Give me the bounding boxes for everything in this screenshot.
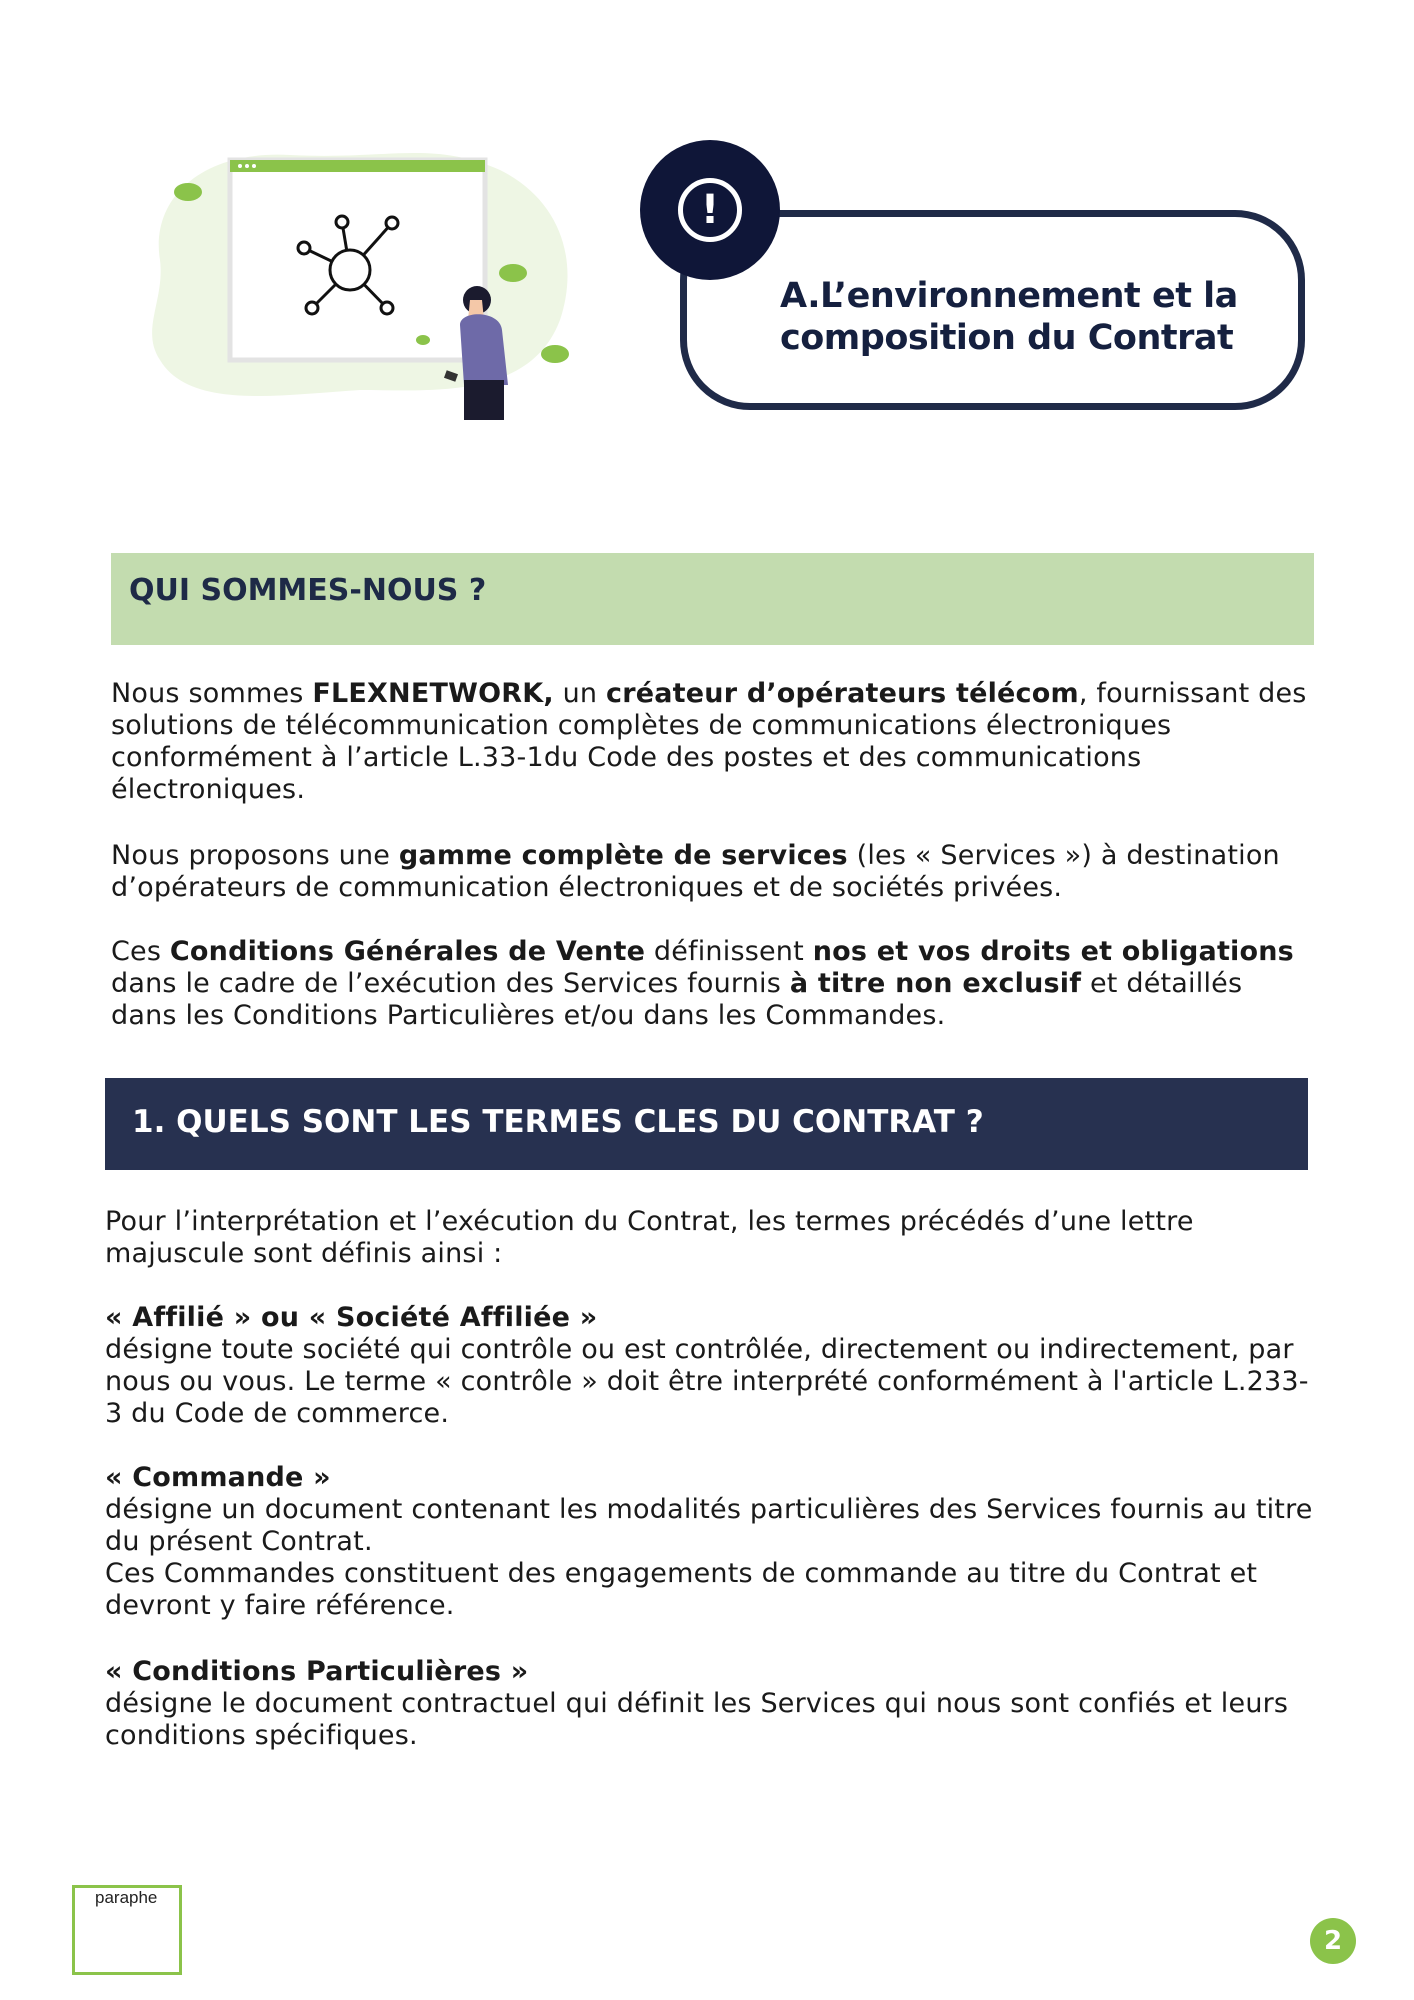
definition-term: « Affilié » ou « Société Affiliée » [105,1302,598,1333]
who-paragraph-3: Ces Conditions Générales de Vente définissent nos et vos droits et obligations dans le cadre de l’exécution des Services fournis à titre non exclusif et détaillés dans les Conditions Particulières et/ou dans les Commandes. [111,936,1294,1031]
network-diagram-icon [130,140,590,440]
who-paragraph-2: Nous proposons une gamme complète de services (les « Services ») à destination d’opérateurs de communication électroniques et de sociétés privées. [111,840,1280,903]
definition-term: « Conditions Particulières » [105,1656,529,1687]
definition-conditions-particulieres [105,1656,1315,1752]
page-title-line-2: composition du Contrat [780,318,1234,358]
page-title [780,275,1260,359]
key-terms-heading: 1. QUELS SONT LES TERMES CLES DU CONTRAT ? [132,1104,984,1140]
exclamation-icon: ! [678,178,742,242]
key-terms-heading-band [105,1078,1308,1170]
definition-commande [105,1462,1315,1622]
network-illustration [130,140,590,440]
who-are-we-heading: QUI SOMMES-NOUS ? [129,573,487,608]
page-title-line-1: A.L’environnement et la [780,276,1238,316]
definition-text: désigne un document contenant les modalités particulières des Services fournis au titre du présent Contrat. [105,1494,1313,1557]
initials-box[interactable] [72,1885,182,1975]
definition-text: désigne le document contractuel qui définit les Services qui nous sont confiés et leurs conditions spécifiques. [105,1688,1289,1751]
paraphe-label: paraphe [95,1888,158,1907]
page-number-badge: 2 [1310,1918,1356,1964]
who-paragraph-1: Nous sommes FLEXNETWORK, un créateur d’opérateurs télécom, fournissant des solutions de télécommunication complètes de communications électroniques conformément à l’article L.33-1du Code des postes et des communications électroniques. [111,678,1307,805]
who-are-we-heading-band [111,553,1314,645]
definition-text: désigne toute société qui contrôle ou est contrôlée, directement ou indirectement, par nous ou vous. Le terme « contrôle » doit être interprété conformément à l'article L.233-3 du Code de commerce. [105,1334,1309,1429]
definition-affilie [105,1302,1315,1430]
terms-intro: Pour l’interprétation et l’exécution du Contrat, les termes précédés d’une lettre majuscule sont définis ainsi : [105,1206,1194,1269]
definition-term: « Commande » [105,1462,331,1493]
section-title-card [640,140,1320,430]
definition-text-2: Ces Commandes constituent des engagements de commande au titre du Contrat et devront y faire référence. [105,1558,1258,1621]
alert-icon [640,140,780,280]
